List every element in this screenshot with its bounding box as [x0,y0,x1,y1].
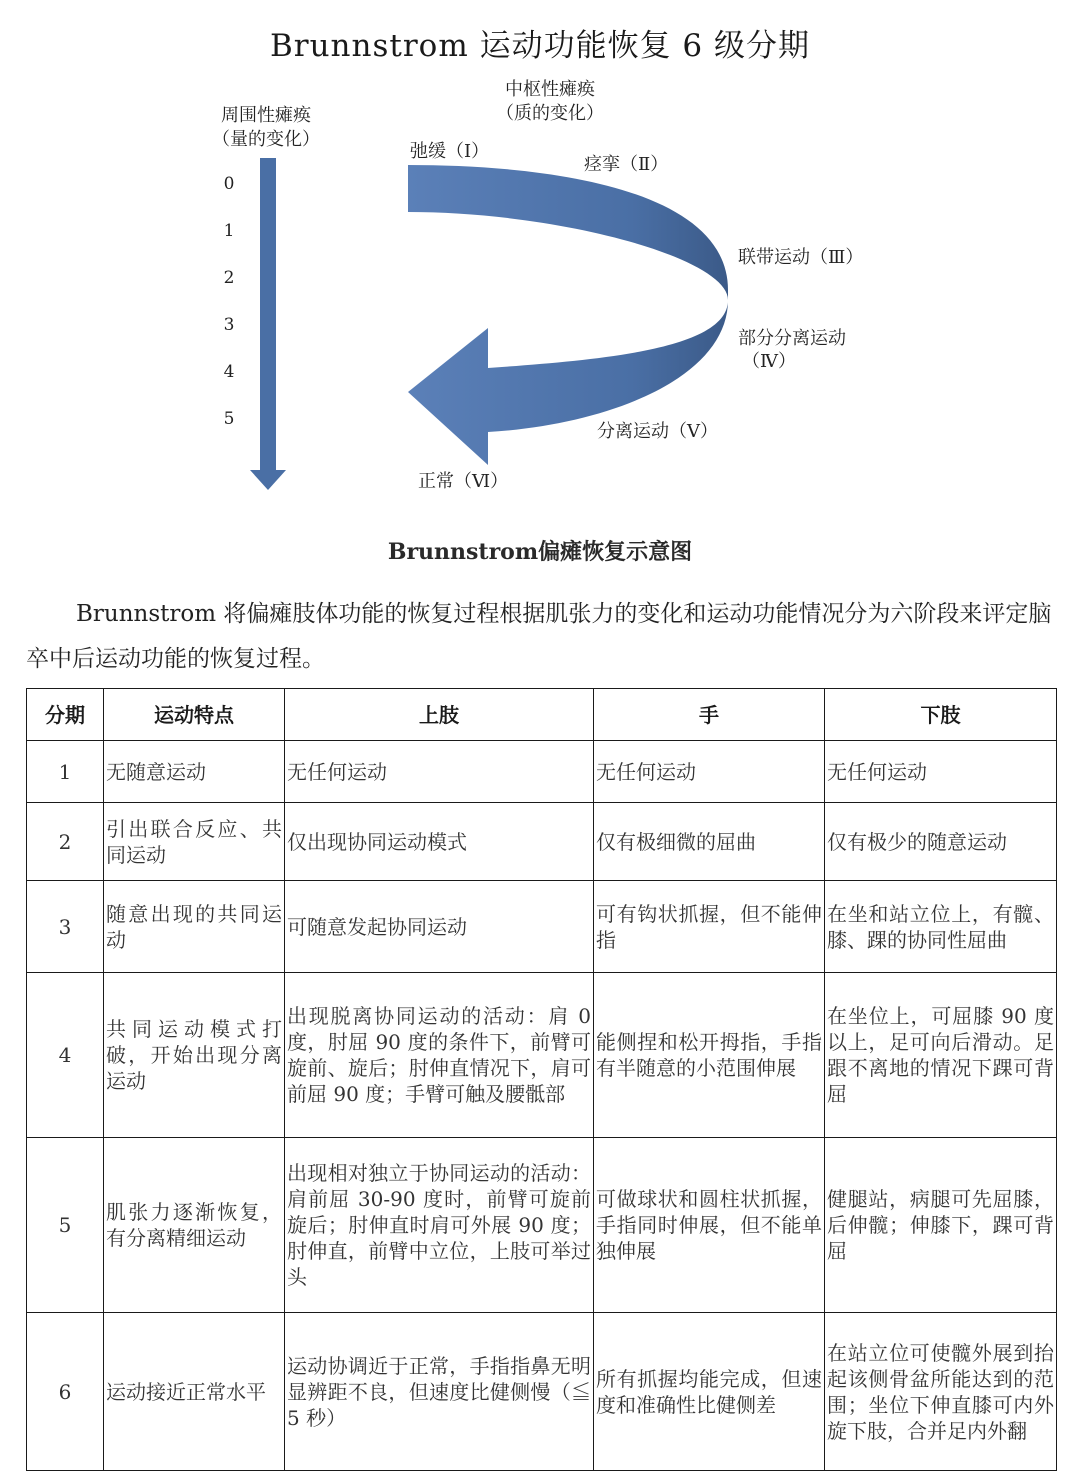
stage-4-label-line1: 部分分离运动 [738,328,846,349]
recovery-diagram [0,70,1080,530]
scale-label: 2 [223,268,235,288]
cell-stage: 2 [27,803,104,881]
cell-stage: 5 [27,1138,104,1313]
table-row [27,1313,1057,1471]
scale-label: 0 [223,174,235,194]
cell-lower-limb: 在坐和站立位上，有髋、膝、踝的协同性屈曲 [825,881,1057,973]
header-motor-features: 运动特点 [104,689,285,741]
header-lower-limb: 下肢 [825,689,1057,741]
cell-hand: 所有抓握均能完成，但速度和准确性比健侧差 [594,1313,825,1471]
cell-stage: 4 [27,973,104,1138]
stage-1-label: 弛缓（Ⅰ） [410,141,490,162]
table-row [27,803,1057,881]
cell-lower-limb: 健腿站，病腿可先屈膝，后伸髋；伸膝下，踝可背屈 [825,1138,1057,1313]
left-header-line2: （量的变化） [212,129,320,150]
cell-upper-limb: 出现脱离协同运动的活动：肩 0 度，肘屈 90 度的条件下，前臂可旋前、旋后；肘伸直情况下，肩可前屈 90 度；手臂可触及腰骶部 [285,973,594,1138]
table-header-row [27,689,1057,741]
cell-lower-limb: 在站立位可使髋外展到抬起该侧骨盆所能达到的范围；坐位下伸直膝可内外旋下肢，合并足内外翻 [825,1313,1057,1471]
cell-stage: 1 [27,741,104,803]
recovery-curve-arrow [408,165,728,465]
cell-upper-limb: 可随意发起协同运动 [285,881,594,973]
right-header-line2: （质的变化） [496,103,604,124]
page-title: Brunnstrom 运动功能恢复 6 级分期 [269,28,811,64]
cell-lower-limb: 无任何运动 [825,741,1057,803]
cell-stage: 3 [27,881,104,973]
cell-hand: 仅有极细微的屈曲 [594,803,825,881]
table-row [27,741,1057,803]
cell-upper-limb: 无任何运动 [285,741,594,803]
cell-lower-limb: 在坐位上，可屈膝 90 度以上，足可向后滑动。足跟不离地的情况下踝可背屈 [825,973,1057,1138]
cell-motor-features: 肌张力逐渐恢复，有分离精细运动 [104,1138,285,1313]
cell-motor-features: 随意出现的共同运动 [104,881,285,973]
cell-hand: 能侧捏和松开拇指，手指有半随意的小范围伸展 [594,973,825,1138]
brunnstrom-stage-table [26,688,1057,1471]
cell-hand: 无任何运动 [594,741,825,803]
diagram-caption: Brunnstrom偏瘫恢复示意图 [387,539,693,565]
stage-6-label: 正常（Ⅵ） [418,471,509,492]
cell-motor-features: 运动接近正常水平 [104,1313,285,1471]
cell-lower-limb: 仅有极少的随意运动 [825,803,1057,881]
cell-motor-features: 无随意运动 [104,741,285,803]
stage-3-label: 联带运动（Ⅲ） [738,247,864,268]
cell-upper-limb: 运动协调近于正常，手指指鼻无明显辨距不良，但速度比健侧慢（≦ 5 秒） [285,1313,594,1471]
cell-hand: 可有钩状抓握，但不能伸指 [594,881,825,973]
table-row [27,1138,1057,1313]
scale-label: 4 [223,362,235,382]
scale-label: 3 [223,315,235,335]
header-stage: 分期 [27,689,104,741]
table-row [27,973,1057,1138]
scale-label: 5 [223,409,235,429]
cell-upper-limb: 仅出现协同运动模式 [285,803,594,881]
cell-stage: 6 [27,1313,104,1471]
stage-4-label-line2: （Ⅳ） [742,351,796,372]
quantity-arrow [250,158,286,490]
cell-upper-limb: 出现相对独立于协同运动的活动：肩前屈 30-90 度时，前臂可旋前旋后；肘伸直时肩可外展 90 度；肘伸直，前臂中立位，上肢可举过头 [285,1138,594,1313]
scale-label: 1 [223,221,235,241]
stage-2-label: 痉挛（Ⅱ） [584,154,669,175]
intro-paragraph: Brunnstrom 将偏瘫肢体功能的恢复过程根据肌张力的变化和运动功能情况分为六阶段来评定脑卒中后运动功能的恢复过程。 [26,601,1052,672]
stage-5-label: 分离运动（Ⅴ） [597,421,718,442]
cell-motor-features: 共同运动模式打破，开始出现分离运动 [104,973,285,1138]
cell-hand: 可做球状和圆柱状抓握，手指同时伸展，但不能单独伸展 [594,1138,825,1313]
table-row [27,881,1057,973]
left-header-line1: 周围性瘫痪 [221,105,311,126]
right-header-line1: 中枢性瘫痪 [505,79,595,100]
cell-motor-features: 引出联合反应、共同运动 [104,803,285,881]
header-upper-limb: 上肢 [285,689,594,741]
header-hand: 手 [594,689,825,741]
